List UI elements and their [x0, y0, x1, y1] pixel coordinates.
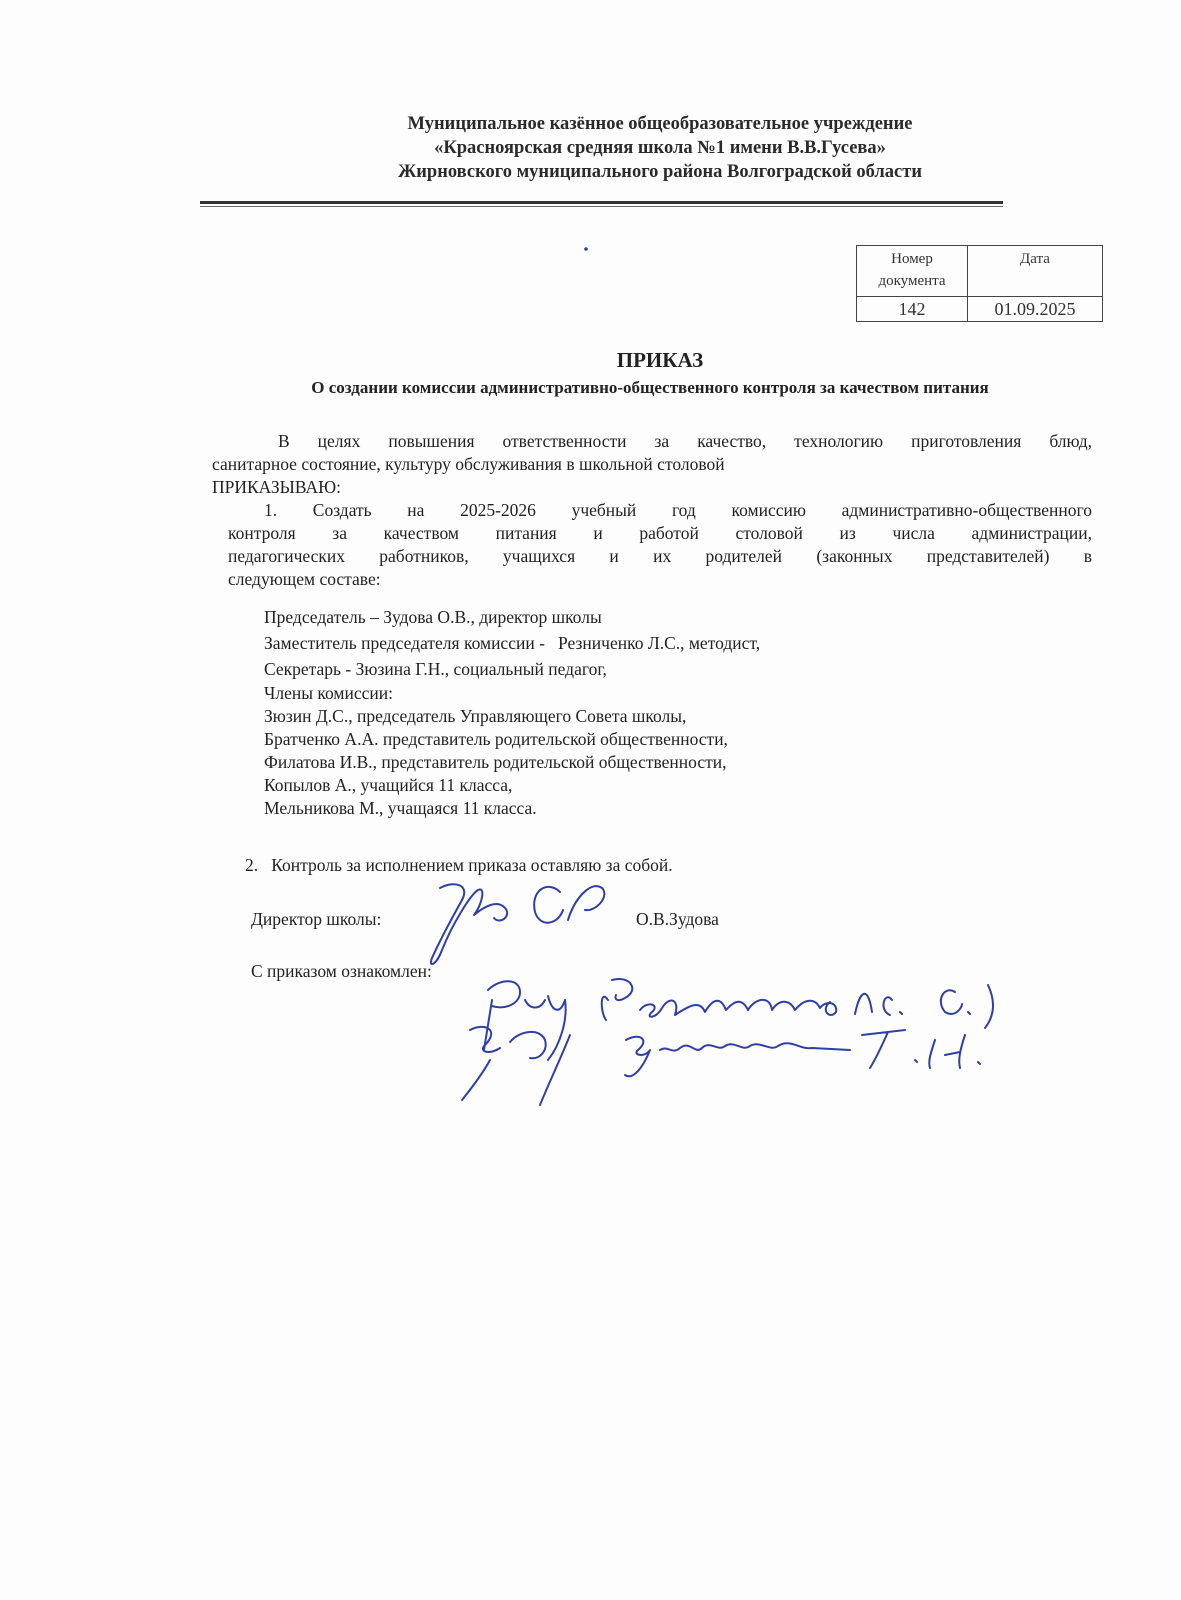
- item-1-line-3: педагогических работников, учащихся и их родителей (законных представителей) в: [228, 546, 1092, 566]
- date-header: Дата: [968, 246, 1103, 297]
- signature-reznichenko: [484, 981, 566, 1060]
- header-divider: [200, 201, 1003, 204]
- member: Зюзин Д.С., председатель Управляющего Совета школы,: [264, 706, 687, 726]
- institution-header: [0, 112, 1181, 184]
- number-header-line1: Номер: [891, 251, 933, 267]
- acquainted-label: С приказом ознакомлен:: [251, 961, 432, 981]
- number-header-line2: документа: [878, 273, 946, 289]
- document-number: 142: [857, 297, 968, 322]
- member: Братченко А.А. представитель родительской общественности,: [264, 729, 728, 749]
- header-line-3: Жирновского муниципального района Волгоградской области: [397, 162, 923, 182]
- number-header: [857, 246, 968, 297]
- member: Филатова И.В., представитель родительской общественности,: [264, 752, 727, 772]
- document-subtitle: О создании комиссии административно-общественного контроля за качеством питания: [311, 378, 989, 397]
- item-1: [228, 499, 1092, 591]
- member: Копылов А., учащийся 11 класса,: [264, 775, 513, 795]
- director-signature-2: [534, 886, 604, 923]
- ink-dot: [584, 247, 588, 251]
- item-1-line-2: контроля за качеством питания и работой столовой из числа администрации,: [228, 523, 1092, 543]
- commission-members: [264, 606, 964, 820]
- preamble-line-1: В целях повышения ответственности за качество, технологию приготовления блюд,: [278, 431, 1092, 451]
- members-heading: Члены комиссии:: [264, 683, 393, 703]
- header-line-1: Муниципальное казённое общеобразовательное учреждение: [407, 114, 913, 134]
- director-signature: [431, 884, 507, 964]
- member-deputy: Заместитель председателя комиссии - Резниченко Л.С., методист,: [264, 633, 761, 653]
- member: Мельникова М., учащаяся 11 класса.: [264, 798, 537, 818]
- preamble-line-2: санитарное состояние, культуру обслуживания в школьной столовой: [212, 454, 725, 474]
- order-word: ПРИКАЗЫВАЮ:: [212, 477, 341, 497]
- director-label: Директор школы:: [251, 909, 382, 929]
- director-name: О.В.Зудова: [636, 909, 719, 929]
- item-1-line-4: следующем составе:: [228, 569, 381, 589]
- signature-reznichenko-text: [602, 979, 993, 1028]
- signature-zyuzina: [462, 1027, 570, 1105]
- document-date: 01.09.2025: [968, 297, 1103, 322]
- header-line-2: «Красноярская средняя школа №1 имени В.В.Гусева»: [434, 138, 886, 158]
- header-divider-thin: [200, 206, 1003, 207]
- document-title: ПРИКАЗ: [616, 348, 704, 372]
- signature-zyuzina-text: [625, 1030, 980, 1076]
- member-chairman: Председатель – Зудова О.В., директор школы: [264, 607, 602, 627]
- preamble: [212, 430, 1092, 499]
- member-secretary: Секретарь - Зюзина Г.Н., социальный педагог,: [264, 659, 607, 679]
- item-1-line-1: 1. Создать на 2025-2026 учебный год комиссию административно-общественного: [264, 500, 1092, 520]
- document-info-table: [856, 245, 1103, 322]
- item-2: 2. Контроль за исполнением приказа оставляю за собой.: [245, 855, 673, 875]
